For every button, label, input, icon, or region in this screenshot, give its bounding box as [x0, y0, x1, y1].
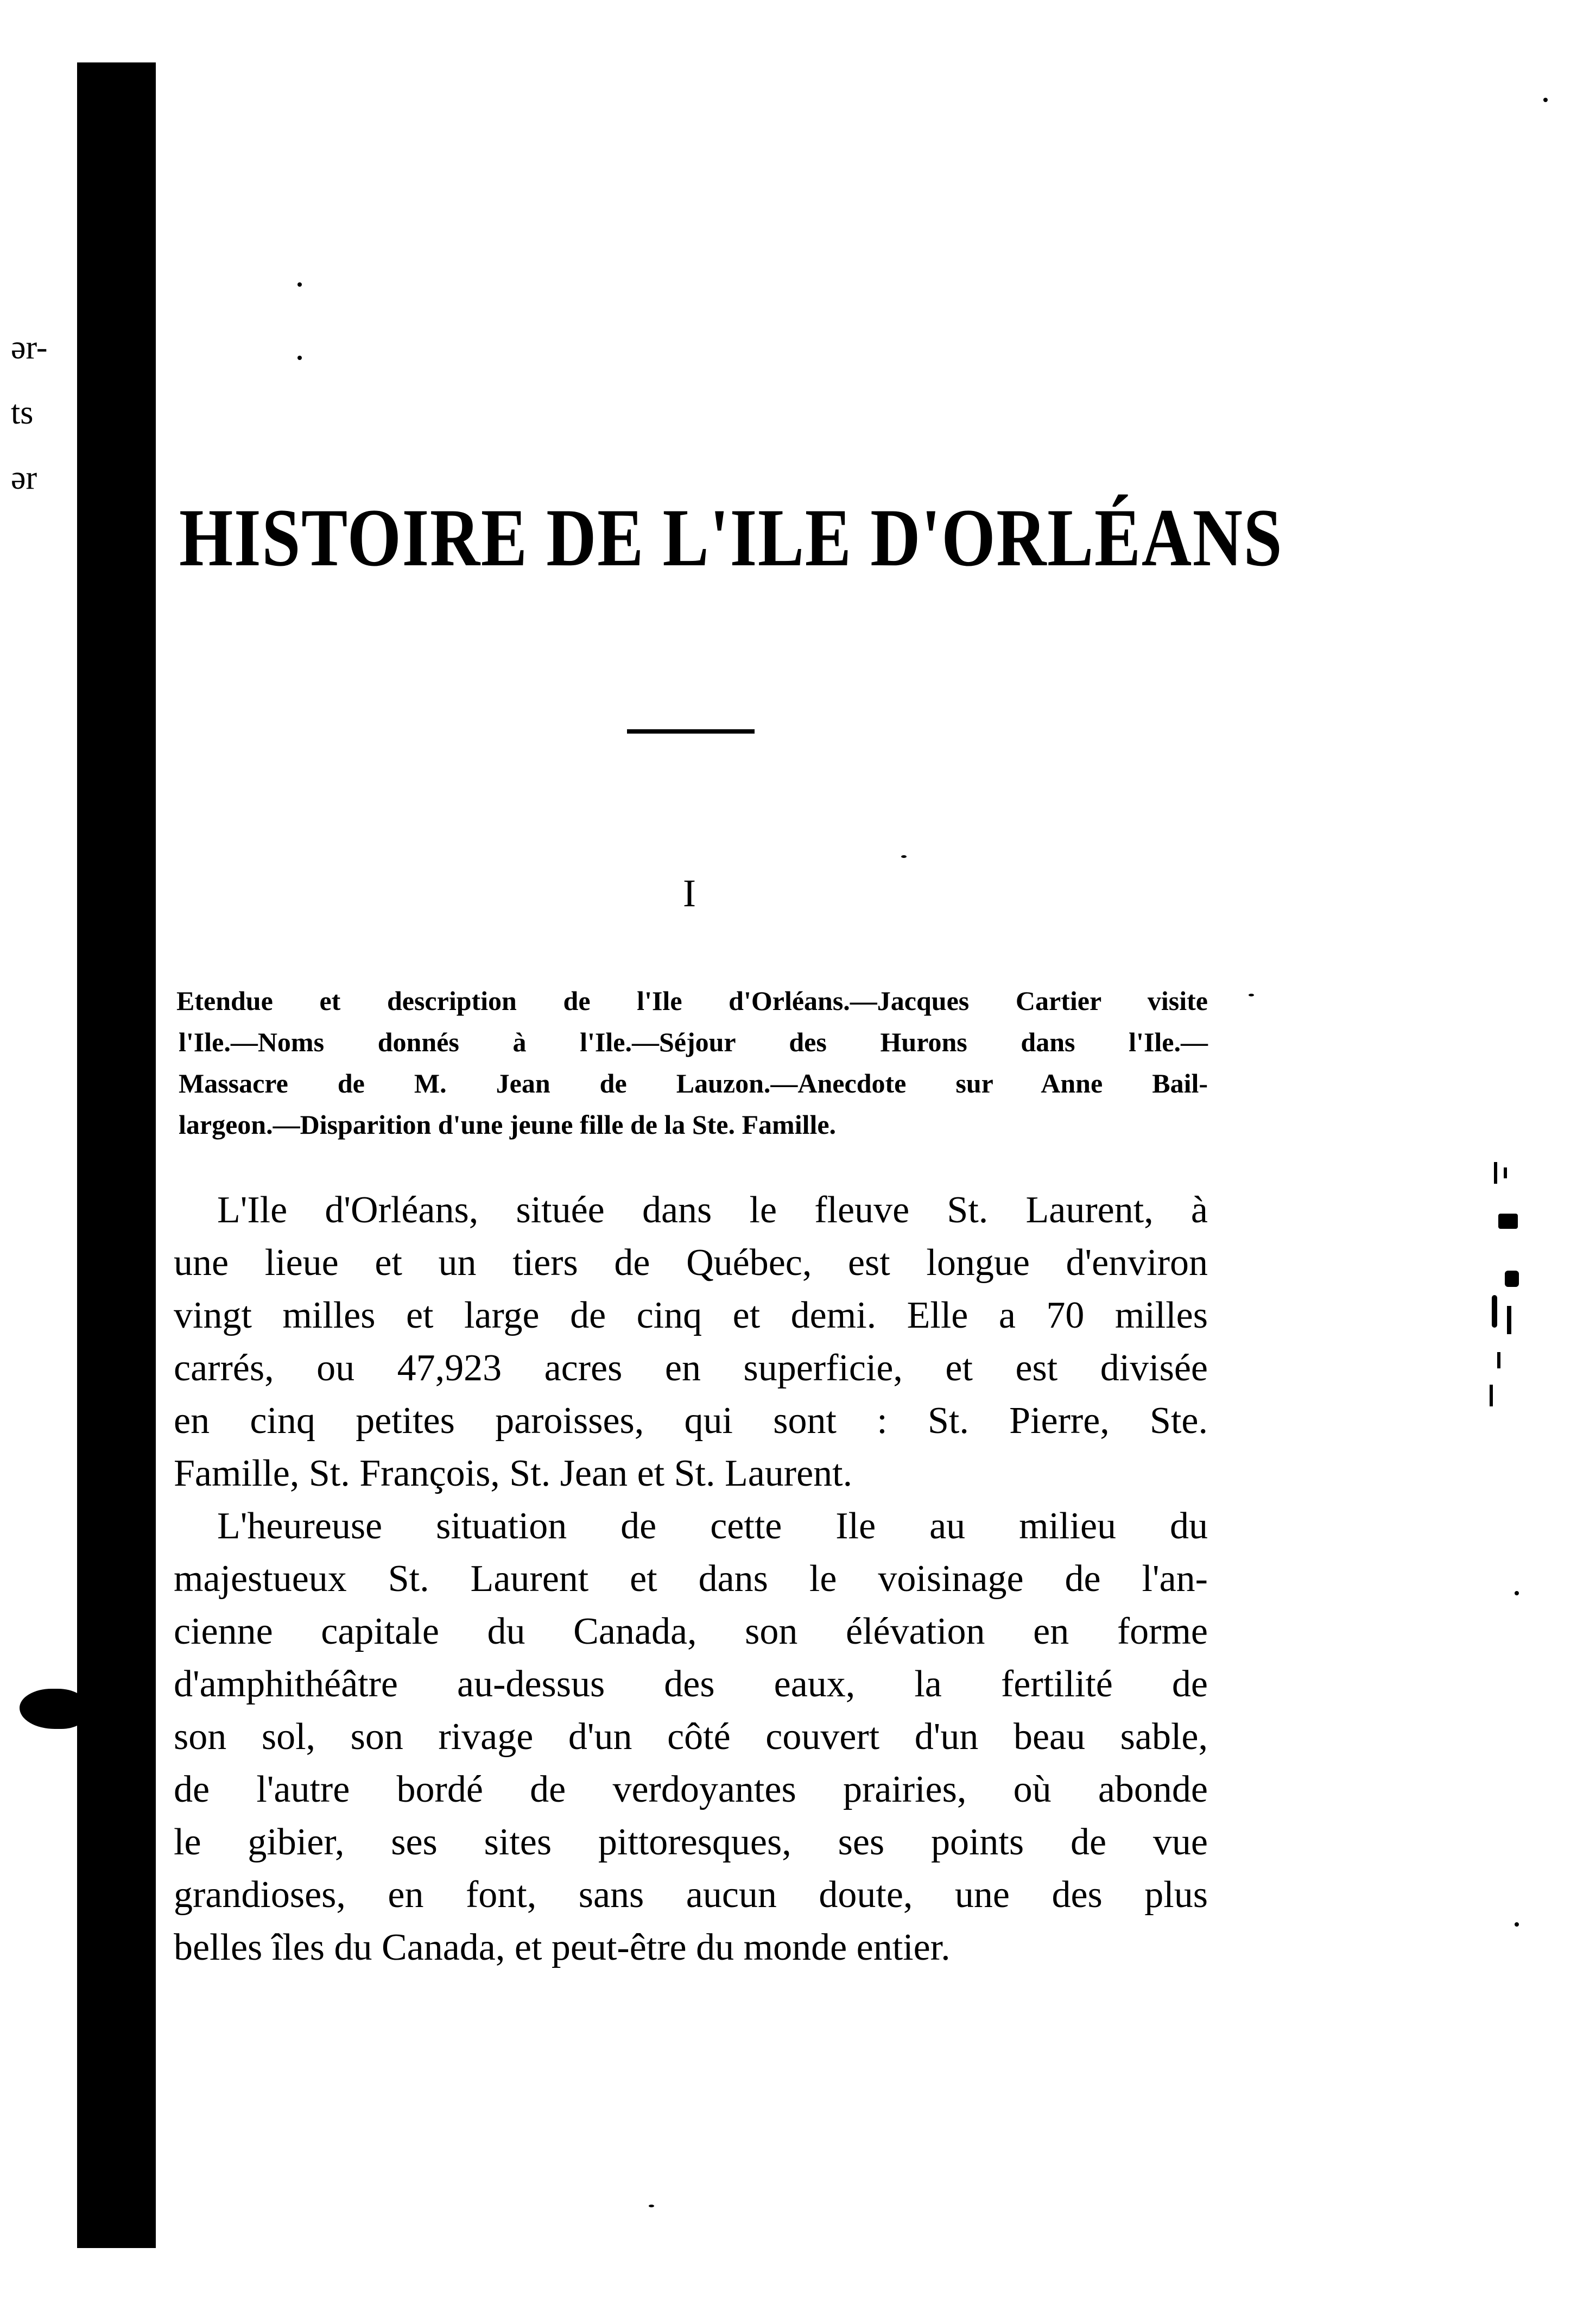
- ink-speck: [297, 356, 302, 360]
- ink-speck: [649, 2205, 654, 2207]
- text-line: son sol, son rivage d'un côté couvert d'un beau sable,: [174, 1716, 1208, 1758]
- paragraph: [174, 1184, 1208, 1500]
- margin-fragment: ər: [11, 459, 37, 496]
- margin-text-fragments: [11, 315, 76, 510]
- summary-line: l'Ile.—Noms donnés à l'Ile.—Séjour des Hurons dans l'Ile.—: [179, 1027, 1208, 1057]
- text-line: cienne capitale du Canada, son élévation en forme: [174, 1611, 1208, 1652]
- text-line: de l'autre bordé de verdoyantes prairies, où abonde: [174, 1769, 1208, 1810]
- ink-speck: [1249, 994, 1254, 996]
- text-line: L'Ile d'Orléans, située dans le fleuve St. Laurent, à: [217, 1189, 1208, 1231]
- binding-edge: [77, 62, 156, 2248]
- text-line: L'heureuse situation de cette Ile au milieu du: [217, 1505, 1208, 1547]
- title-rule: [627, 729, 755, 734]
- ink-speck: [1515, 1922, 1519, 1927]
- body-text: [174, 1184, 1208, 1974]
- ink-speck: [297, 282, 302, 287]
- text-line: en cinq petites paroisses, qui sont : St. Pierre, Ste.: [174, 1400, 1208, 1442]
- text-line: vingt milles et large de cinq et demi. Elle a 70 milles: [174, 1295, 1208, 1336]
- margin-fragment: ts: [11, 394, 34, 431]
- text-line: grandioses, en font, sans aucun doute, une des plus: [174, 1874, 1208, 1916]
- text-line: majestueux St. Laurent et dans le voisinage de l'an-: [174, 1558, 1208, 1600]
- text-line: le gibier, ses sites pittoresques, ses points de vue: [174, 1821, 1208, 1863]
- text-line: carrés, ou 47,923 acres en superficie, et est divisée: [174, 1347, 1208, 1389]
- text-line: d'amphithéâtre au-dessus des eaux, la fertilité de: [174, 1663, 1208, 1705]
- text-line: une lieue et un tiers de Québec, est longue d'environ: [174, 1242, 1208, 1284]
- ink-blot: [20, 1689, 87, 1729]
- margin-fragment: ər-: [11, 329, 48, 366]
- summary-line: Massacre de M. Jean de Lauzon.—Anecdote sur Anne Bail-: [179, 1068, 1208, 1099]
- ink-speck: [1543, 98, 1548, 102]
- ink-speck: [1515, 1591, 1519, 1595]
- chapter-summary: [176, 980, 1208, 1145]
- ink-speck: [901, 855, 907, 858]
- text-line: Famille, St. François, St. Jean et St. Laurent.: [174, 1453, 853, 1494]
- paragraph: [174, 1500, 1208, 1974]
- summary-line: Etendue et description de l'Ile d'Orléans.—Jacques Cartier visite: [176, 986, 1208, 1016]
- text-line: belles îles du Canada, et peut-être du monde entier.: [174, 1927, 951, 1968]
- summary-line: largeon.—Disparition d'une jeune fille de la Ste. Famille.: [179, 1109, 837, 1140]
- page-title: HISTOIRE DE L'ILE D'ORLÉANS: [179, 492, 1283, 583]
- chapter-number: I: [683, 872, 696, 915]
- right-edge-marks: [1482, 1162, 1536, 1466]
